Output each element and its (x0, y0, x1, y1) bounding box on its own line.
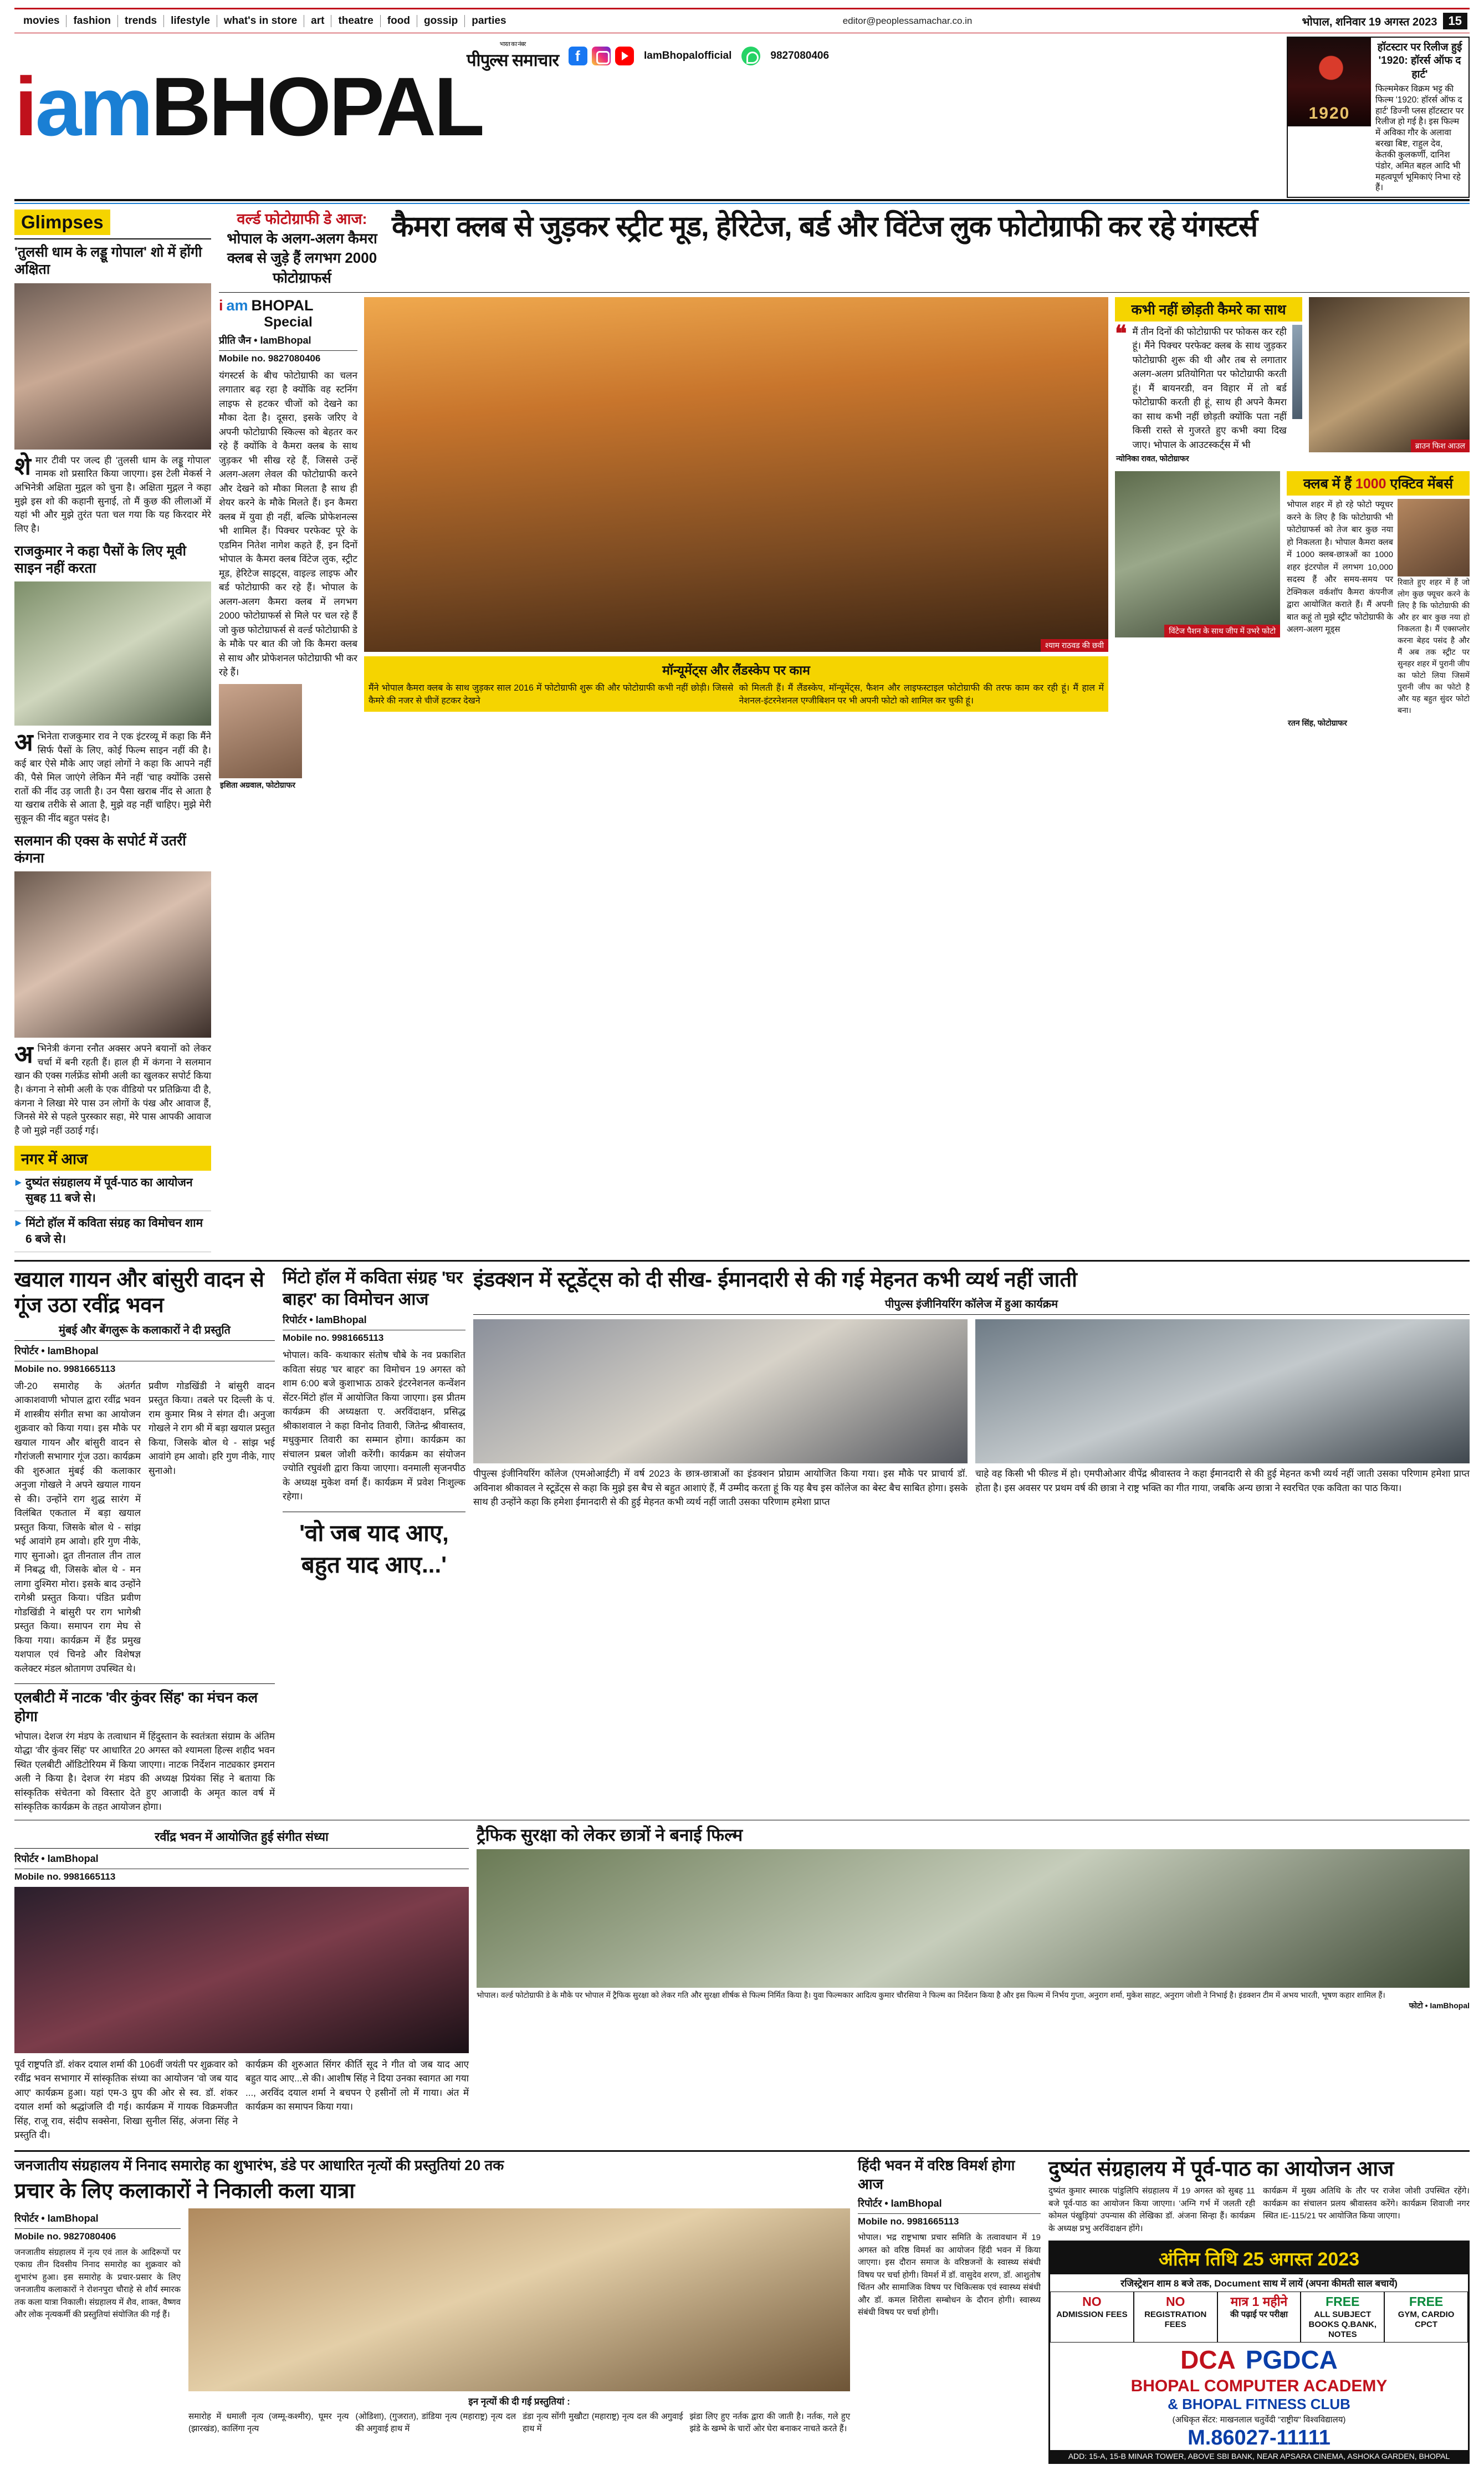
temple-photo-caption: श्याम राठवड की छवी (1041, 639, 1108, 652)
story-induction (473, 1267, 1470, 1814)
story-sangeet-headline: 'वो जब याद आए, बहुत याद आए...' (299, 1519, 449, 1578)
badge-bhopal: BHOPAL (251, 297, 314, 314)
induction-photo-2 (975, 1319, 1470, 1463)
bottom-col1: जनजातीय संग्रहालय में नृत्य एवं ताल के आदिरूपों पर एकाग्र तीन दिवसीय निनाद समारोह का शुक्रवार को शुभारंभ हुआ। इस समारोह के प्रचार-प्रसार के लिए जनजातीय कलाकारों ने रोशनपुरा चौराहे से शौर्य स्मारक तक कला यात्रा निकाली। संग्रहालय में शैव, शाक्त, वैष्णव और लोक नृत्यकर्मी की प्रस्तुतियां संयोजित की गई हैं। (14, 2247, 181, 2320)
story-minto-headline: मिंटो हॉल में कविता संग्रह 'घर बाहर' का विमोचन आज (283, 1267, 463, 1309)
badge-am: am (226, 297, 248, 314)
dushyant-col1: दुष्यंत कुमार स्मारक पांडुलिपि संग्रहालय में 19 अगस्त को सुबह 11 बजे पूर्व-पाठ का आयोजन किया जाएगा। 'अग्नि गर्भ में जलती रही कोमल पंखुड़ियां' उपन्यास की लेखिका डॉ. अंजना सिन्हा हैं। कार्यक्रम के अध्यक्ष प्रभु अरविंदाक्षन होंगे। (1048, 2186, 1255, 2233)
main-grid (14, 204, 1470, 1252)
nagar-item-1 (14, 1171, 211, 1212)
story-induction-col1: पीपुल्स इंजीनियरिंग कॉलेज (एमओआईटी) में वर्ष 2023 के छात्र-छात्राओं का इंडक्शन प्रोग्राम आयोजित किया गया। इस मौके पर प्राचार्य डॉ. अविनाश श्रीकावल ने स्टूडेंट्स से कहा कि मुझे इस बैच से बहुत आशाएं हैं, मैं उम्मीद करता हूं कि यह बैच इस कॉलेज का बेस्ट बैच साबित होगा। इसके साथ ही उन्होंने कहा कि हमेशा ईमानदारी से की हुई मेहनत कभी व्यर्थ नहीं जाती उसका परिणाम हमेशा प्राप्त (473, 1468, 968, 1508)
facebook-icon[interactable] (569, 47, 587, 65)
story-khayal-col2: प्रवीण गोडखिंडी ने बांसुरी वादन प्रस्तुत किया। तबले पर दिल्ली के पं. राम कुमार मिश्र ने संगत दी। अनुजा गोखले ने राग श्री में बड़ा खयाल प्रस्तुत किया, जिसके बोल थे - सांझ भई आवांगे हम आवो। हरि गुण नीके, गाए सुनाओ। (149, 1380, 275, 1476)
club-text-2: रिवाते हुए शहर में हैं जो लोग कुछ फ्यूचर करने के लिए है कि फोटोग्राफी की और हर बार कुछ नया हो निकलता है। मैं एक्सप्लोर करना बेहद पसंद है और मैं अब तक स्ट्रीट पर सुनहर शहर में पुरानी जीप का फोटो लिया जिसमें पुरानी जीप का फोटो है और यह बहुत सुंदर फोटो बना। (1398, 578, 1470, 715)
masthead-phone: 9827080406 (770, 49, 830, 62)
story-lbt-headline: एलबीटी में नाटक 'वीर कुंवर सिंह' का मंचन कल होगा (14, 1689, 258, 1724)
divider (14, 238, 211, 239)
ad-benefit-5-big: FREE (1409, 2294, 1444, 2309)
story-hindi-bhavan (858, 2156, 1041, 2464)
promo-body: फिल्ममेकर विक्रम भट्ट की फिल्म '1920: हॉरर्स ऑफ द हार्ट' डिज्नी प्लस हॉटस्टार पर रिलीज हो गई है। इस फिल्म में अविका गौर के अलावा बरखा बिष्ट, राहुल देव, केतकी कुलकर्णी, दानिश पंडोर, अमित बहल आदि भी महत्वपूर्ण भूमिकाएं निभा रहे हैं। (1375, 84, 1464, 193)
nagar-item-text-1: दुष्यंत संग्रहालय में पूर्व-पाठ का आयोजन सुबह 11 बजे से। (25, 1176, 193, 1205)
middle-section (14, 1267, 1470, 1814)
sangeet-row (14, 1825, 1470, 2142)
bottom-headline: प्रचार के लिए कलाकारों ने निकाली कला यात्रा (14, 2179, 355, 2203)
advertisement[interactable] (1048, 2241, 1470, 2464)
special-label: Special (264, 314, 313, 330)
hindi-bhavan-mobile: Mobile no. 9981665113 (858, 2216, 959, 2227)
ad-benefit-4-small: ALL SUBJECT BOOKS Q.BANK, NOTES (1308, 2309, 1377, 2339)
story-sangeet-col2: कार्यक्रम की शुरुआत सिंगर कीर्ति सूद ने गीत वो जब याद आए बहुत याद आए...से की। आशीष सिंह ने दिया उनका स्वागत आ गया ..., अरविंद दयाल शर्मा ने बचपन ऐ हसीनों लो में गाया। अंत में कार्यक्रम का समापन किया गया। (245, 2059, 469, 2112)
ad-benefit-3-big: मात्र 1 महीने (1230, 2294, 1288, 2309)
story-minto-mobile: Mobile no. 9981665113 (283, 1333, 384, 1344)
monuments-box-heading: मॉन्यूमेंट्स और लैंडस्केप पर काम (662, 662, 810, 677)
nav-whats-in-store[interactable]: what's in store (217, 15, 304, 27)
whatsapp-icon[interactable] (741, 47, 760, 65)
glimpse-text-2: भिनेता राजकुमार राव ने एक इंटरव्यू में कहा कि मैंने सिर्फ पैसों के लिए, कोई फिल्म साइन नहीं की है। कई बार ऐसे मौके आए जहां लोगों ने कहा कि आपने नहीं की, पैसे मिल जाएंगे लेकिन मैंने नहीं 'चाह क्योंकि उससे रातों की नींद उड़ जाती है। उन पैसा खराब नींद से आता है या खराब तरीके से आता है, मुझे वह नहीं चाहिए। मुझे मेरी सुकून की नींद बहुत पसंद है। (14, 731, 211, 824)
divider (219, 292, 1470, 293)
title-am: am (35, 60, 151, 153)
hindi-bhavan-headline: हिंदी भवन में वरिष्ठ विमर्श होगा आज (858, 2156, 1015, 2192)
special-badge (219, 297, 357, 314)
lead-story-header (219, 210, 1470, 287)
masthead-rule (14, 199, 1470, 201)
photographer-portrait-1 (219, 684, 302, 778)
promo-box (1287, 37, 1470, 198)
dropcap-3: अ (14, 1041, 33, 1069)
ad-benefit-4-big: FREE (1326, 2294, 1360, 2309)
ad-benefit-5-small: GYM, CARDIO CPCT (1398, 2309, 1455, 2329)
glimpse-photo-3 (14, 871, 211, 1038)
photographer-portrait-2 (1292, 325, 1302, 419)
dushyant-headline: दुष्यंत संग्रहालय में पूर्व-पाठ का आयोजन आज (1048, 2157, 1394, 2181)
youtube-icon[interactable] (615, 47, 634, 65)
glimpse-text-1: मार टीवी पर जल्द ही 'तुलसी धाम के लड्डू गोपाल' नामक शो प्रसारित किया जाएगा। इस टेली मेकर्स ने अभिनेत्री अक्षिता मुद्गल को चुना है। अक्षिता मुद्गल ने कहा मुझे इस शो की कहानी सुनाई, तो मैं कुछ की लीलाओं में यहां भी और मुझे तुरंत पता चल गया कि यह किरदार मेरे लिए है। (14, 455, 211, 534)
ad-benefit-3 (1217, 2292, 1301, 2343)
ad-courses (1050, 2343, 1468, 2377)
bottom-byline: रिपोर्टर • IamBhopal (14, 2208, 181, 2229)
club-heading-pre: क्लब में हैं (1303, 476, 1352, 492)
dateline: भोपाल, शनिवार 19 अगस्त 2023 (1302, 16, 1437, 28)
story-khayal-col1: जी-20 समारोह के अंतर्गत आकाशवाणी भोपाल द्वारा रवींद्र भवन में शास्त्रीय संगीत सभा का आयोजन शुक्रवार को किया गया। इस मौके पर खयाल गायन और बांसुरी वादन से गौरांजली सभागार गूंज उठा। कार्यक्रम की शुरुआत मुंबई की कलाकार अनुजा गोखले ने अपने खयाल गायन से की। उन्होंने राग शुद्ध सारंग में विलंबित एकताल में बड़ा खयाल प्रस्तुत किया, जिसके बोल थे - सांझ भई आवांगे हम आवो। हरि गुण नीके, गाए सुनाओ। द्रुत तीनताल तीन ताल में निबद्ध थी, जिसके बोल थे - मन लागा दुश्मिरा मोरा। इसके बाद उन्होंने रागेश्री प्रस्तुत किया। पंडित प्रवीण गोडखिंडी ने बांसुरी पर राग भागेश्री प्रस्तुत किया। समापन राग मेघ से किया गया। कार्यक्रम में हैंड प्रमुख यशपाल एवं चिनडे और विशेषज्ञ कलेक्टर मंडल श्रोतागण उपस्थित थे। (14, 1380, 141, 1674)
nav-theatre[interactable]: theatre (331, 15, 380, 27)
story-traffic-body: भोपाल। वर्ल्ड फोटोग्राफी डे के मौके पर भोपाल में ट्रैफिक सुरक्षा को लेकर गति और सुरक्षा शीर्षक से फिल्म निर्मित किया है। युवा फिल्मकार आदित्य कुमार चौरसिया ने फिल्म का निर्देशन किया है और इस फिल्म में निर्भय गुप्ता, अनुराग शर्मा, मुकेश साहट, अनुराग जोशी ने निभाई है। इंडक्शन टीम में अभय भारती, भूषण कहार शामिल हैं। (477, 1991, 1385, 2000)
top-strip (14, 8, 1470, 33)
ad-course-dca: DCA (1180, 2345, 1236, 2374)
story-sangeet (14, 1825, 469, 2142)
owl-photo (1309, 297, 1470, 452)
title-bhopal: BHOPAL (151, 60, 483, 153)
bullet-icon: ▸ (16, 1217, 22, 1229)
ad-benefit-4 (1301, 2292, 1384, 2343)
ad-phone[interactable]: M.86027-11111 (1188, 2426, 1331, 2450)
lead-kicker-black: भोपाल के अलग-अलग कैमरा क्लब से जुड़े हैं लगभग 2000 फोटोग्राफर्स (227, 230, 377, 286)
traffic-film-photo (477, 1849, 1470, 1988)
promo-title: हॉटस्टार पर रिलीज हुई '1920: हॉरर्स ऑफ द हार्ट' (1377, 42, 1462, 80)
quote-text: मैं तीन दिनों की फोटोग्राफी पर फोकस कर रही हूं। मैंने पिक्चर परफेक्ट क्लब के साथ जुड़कर फोटोग्राफी शुरू की थी और तब से लगातार अलग-अलग प्रतियोगिता पर फोटोग्राफी करती हूं। मैं बायनरडी, वन विहार में तो बर्ड फोटोग्राफी करती ही हूं, साथ ही अपने कैमरा का साथ कभी नहीं छोड़ती क्योंकि पता नहीं किसी रास्ते से गुजरते हुए कभी क्या दिख जाए। भोपाल के आउटस्कर्ट्स में भी (1132, 326, 1287, 450)
story-minto (283, 1267, 465, 1814)
glimpse-title-2: राजकुमार ने कहा पैसों के लिए मूवी साइन नहीं करता (14, 543, 186, 576)
story-induction-col2: चाहे वह किसी भी फील्ड में हो। एमपीओआर वीपेंद्र श्रीवास्तव ने कहा ईमानदारी से की हुई मेहनत कभी व्यर्थ नहीं जाती उसका परिणाम हमेशा प्राप्त होता है। इस अवसर पर प्रथम वर्ष की छात्रा ने राष्ट्र भक्ति का गीत गाया, जबकि अन्य छात्रा ने स्वरचित एक कविता का पाठ किया। (975, 1468, 1470, 1493)
story-lbt-body: भोपाल। देशज रंग मंडप के तत्वाधान में हिंदुस्तान के स्वतंत्रता संग्राम के अंतिम योद्धा 'वीर कुंवर सिंह' पर आधारित 20 अगस्त को श्यामला हिल्स शहीद भवन स्थित एलबीटी ऑडिटोरियम में किया जाएगा। नाटक निर्देशन नाट्यकार इमरान अली ने किया है। देशज रंग मंडप की अध्यक्ष प्रियंका सिंह ने बताया कि सांस्कृतिक संचेतना को विस्तार देते हुए आजादी के अमृत काल वर्ष में सांस्कृतिक कार्यक्रम के तहत आयोजन होगा। (14, 1731, 275, 1813)
monuments-box-text-1: मैंने भोपाल कैमरा क्लब के साथ जुड़कर साल 2016 में फोटोग्राफी शुरू की और फोटोग्राफी कभी नहीं छोड़ी। जिससे कैमरे की नजर से चीजें हटकर देखने (369, 683, 734, 706)
lead-headline: कैमरा क्लब से जुड़कर स्ट्रीट मूड, हेरिटेज, बर्ड और विंटेज लुक फोटोग्राफी कर रहे यंगस्टर्स (392, 211, 1258, 243)
glimpse-text-3: भिनेत्री कंगना रनौत अक्सर अपने बयानों को लेकर चर्चा में बनी रहती हैं। हाल ही में कंगना ने सलमान खान की एक्स गर्लफ्रेंड सोमी अली का खुलकर सपोर्ट किया है। कंगना ने सोमी अली के एक वीडियो पर प्रतिक्रिया दी है, कंगना ने लिखा मेरे पास उन लोगों के पंख और आवाज हैं, जिनसे मेरे से पहले पुरस्कार सहा, मेरे पास आपकी आवाज है जो मुझे नहीं उठाई गई। (14, 1043, 211, 1136)
story-khayal-byline: रिपोर्टर • IamBhopal (14, 1341, 275, 1361)
story-khayal-subhead: मुंबई और बेंगलुरू के कलाकारों ने दी प्रस्तुति (14, 1319, 275, 1341)
social-icons[interactable] (569, 47, 634, 65)
nav-fashion[interactable]: fashion (66, 15, 118, 27)
quote-mark-icon: ❝ (1115, 321, 1127, 346)
ad-course-pgdca: PGDCA (1245, 2345, 1338, 2374)
nav-gossip[interactable]: gossip (417, 15, 465, 27)
section-divider (14, 2150, 1470, 2152)
section-divider (14, 1260, 1470, 1262)
ad-institute-name-2: & BHOPAL FITNESS CLUB (1168, 2395, 1350, 2412)
dropcap-2: अ (14, 729, 33, 757)
ad-benefit-1-small: ADMISSION FEES (1056, 2309, 1128, 2319)
nav-lifestyle[interactable]: lifestyle (164, 15, 217, 27)
monuments-box-text-2: को मिलती हैं। मैं लैंडस्केप, मॉन्यूमेंट्स, फैशन और लाइफस्टाइल फोटोग्राफी की तरफ काम कर रही हूं। मैं हाल में नेशनल-इंटरनेशनल एग्जीबिशन पर भी अपनी फोटो को शामिल कर चुकी हूं। (739, 683, 1104, 706)
dance-col-4: झंडा लिए हुए नर्तक द्वारा की जाती है। नर्तक, गले हुए झंडे के खम्भे के चारों ओर घेरा बनाकर नाचते करते हैं। (689, 2411, 850, 2433)
lead-col-right (1115, 297, 1470, 792)
monuments-box (364, 656, 1108, 712)
story-sangeet-byline: रिपोर्टर • IamBhopal (14, 1849, 469, 1869)
glimpse-title-1: 'तुलसी धाम के लड्डू गोपाल' शो में होंगी अक्षिता (14, 244, 202, 278)
ad-benefit-3-small: की पढ़ाई पर परीक्षा (1230, 2309, 1288, 2319)
ad-benefit-1 (1050, 2292, 1134, 2343)
ad-benefit-5 (1384, 2292, 1468, 2343)
dropcap-1: शे (14, 452, 31, 480)
lead-col-center (364, 297, 1108, 792)
glimpse-title-3: सलमान की एक्स के सपोर्ट में उतरीं कंगना (14, 833, 186, 866)
club-heading-number: 1000 (1355, 476, 1386, 492)
lead-col1-text: यंगस्टर्स के बीच फोटोग्राफी का चलन लगातार बढ़ रहा है क्योंकि वह स्टनिंग लाइफ से हटकर चीजों को देखने का मौका देता है। दूसरा, इसके जरिए वे अपनी फोटोग्राफी स्किल्स को बेहतर कर रहे हैं क्योंकि वे कैमरा क्लब के साथ जुड़कर भी सीख रहे हैं, जिससे उन्हें अलग-अलग लेवल की फोटोग्राफी करने और देखने को मौका मिलता है साथ ही शेयर करने के मौके मिलते हैं। इन कैमरा क्लब में युवा ही नहीं, बल्कि प्रोफेशनल्स भी शामिल हैं। पिक्चर परफेक्ट पूरे के एडमिन नितेश नागेश कहते हैं, इन दिनों भोपाल के कैमरा क्लब विंटेज लुक, स्ट्रीट मूड, हेरिटेज साइट्स, वाइल्ड लाइफ और बर्ड फोटोग्राफी कर रहे हैं। भोपाल के अलग-अलग कैमरा क्लब में लगभग 2000 फोटोग्राफर्स से मिले पर चल रहे हैं जो कुछ फोटोग्राफर्स से वर्ल्ड फोटोग्राफी डे के मौके पर बात की जो कि कैमरा क्लब से साथ और प्रोफेशनल फोटोग्राफी भी कर रहे हैं। (219, 370, 357, 678)
nav-movies[interactable]: movies (17, 15, 66, 27)
page-number: 15 (1443, 13, 1467, 29)
glimpse-body-1 (14, 454, 211, 536)
nav-food[interactable]: food (381, 15, 417, 27)
story-kala-yatra (14, 2156, 850, 2464)
ad-benefit-2-small: REGISTRATION FEES (1144, 2309, 1207, 2329)
photographer-portrait-3 (1398, 499, 1470, 576)
dance-procession-photo (188, 2208, 850, 2391)
club-text-1: भोपाल शहर में हो रहे फोटो फ्यूचर करने के लिए है कि फोटोग्राफी भी फोटोग्राफर्स को तेज बार कुछ नया हो निकलता है। भोपाल कैमरा क्लब में 1000 क्लब-छात्रओं का 1000 शहर इंटरपोल में लगभग 10,000 सदस्य हैं और समय-समय पर टेक्निकल वर्कशॉप कैमरा कंपनीज द्वारा आयोजित कराते हैं। मैं अपनी बात कहूं तो मुझे स्ट्रीट फोटोग्राफी के अलग-अलग मूड्स (1287, 500, 1393, 635)
story-khayal-mobile: Mobile no. 9981665113 (14, 1363, 116, 1374)
bullet-icon: ▸ (16, 1176, 22, 1188)
nav-art[interactable]: art (304, 15, 331, 27)
story-traffic (477, 1825, 1470, 2142)
bottom-section (14, 2156, 1470, 2464)
glimpses-heading: Glimpses (14, 210, 110, 235)
lead-col-left (219, 297, 357, 792)
top-nav[interactable] (17, 15, 513, 27)
ad-benefit-1-big: NO (1082, 2294, 1102, 2309)
editor-email: editor@peoplessamachar.co.in (842, 16, 973, 26)
photographer-credit-1: इशिता अग्रवाल, फोटोग्राफर (220, 780, 295, 789)
instagram-icon[interactable] (592, 47, 611, 65)
hindi-bhavan-byline: रिपोर्टर • IamBhopal (858, 2193, 1041, 2214)
glimpse-photo-2 (14, 581, 211, 726)
ad-benefit-2 (1134, 2292, 1217, 2343)
nav-trends[interactable]: trends (118, 15, 164, 27)
dushyant-col2: कार्यक्रम में मुख्य अतिथि के तौर पर राजेश जोशी उपस्थित रहेंगे। कार्यक्रम का संचालन प्रलय श्रीवास्तव करेंगे। कार्यक्रम शिवाजी नगर स्थित IE-115/21 पर आयोजित किया जाएगा। (1263, 2186, 1470, 2221)
story-khayal (14, 1267, 275, 1814)
ad-address: ADD: 15-A, 15-B MINAR TOWER, ABOVE SBI BANK, NEAR APSARA CINEMA, ASHOKA GARDEN, BHOPAL (1050, 2450, 1468, 2462)
quote-heading: कभी नहीं छोड़ती कैमरे का साथ (1115, 297, 1302, 322)
nagar-item-2 (14, 1211, 211, 1252)
induction-photo-1 (473, 1319, 968, 1463)
dance-col-3: डंडा नृत्य सोंगी मुखौटा (महाराष्ट्र) नृत्य दल की अगुवाई हाथ में (523, 2411, 683, 2433)
nagar-item-text-2: मिंटो हॉल में कविता संग्रह का विमोचन शाम 6 बजे से। (25, 1217, 203, 1246)
bottom-mobile: Mobile no. 9827080406 (14, 2231, 116, 2242)
bottom-kicker: जनजातीय संग्रहालय में निनाद समारोह का शुभारंभ, डंडे पर आधारित नृत्यों की प्रस्तुतियां 20 तक (14, 2156, 504, 2173)
dance-list (188, 2411, 850, 2435)
hindi-bhavan-body: भोपाल। भद्र राष्ट्रभाषा प्रचार समिति के तत्वावधान में 19 अगस्त को वरिष्ठ विमर्श का आयोजन हिंदी भवन में किया जाएगा। इस दौरान समाज के वरिष्ठजनों के स्वास्थ्य संबंधी विषय पर चर्चा होगी। विमर्श में डॉ. वासुदेव शरण, डॉ. आशुतोष चिंतन और सामाजिक विषय पर चिकित्सक एवं स्वास्थ्य संबंधी और डॉ. कमल शिरीला सम्बोधन के दौरान होगी। स्वास्थ्य संबंधी विषय पर चर्चा होगी। (858, 2233, 1041, 2318)
glimpse-body-2 (14, 730, 211, 825)
sangeet-stage-photo (14, 1887, 469, 2053)
ad-benefit-2-big: NO (1165, 2294, 1185, 2309)
nav-parties[interactable]: parties (472, 15, 506, 27)
story-sangeet-subhead: रवींद्र भवन में आयोजित हुई संगीत संध्या (14, 1825, 469, 1849)
temple-photo (364, 297, 1108, 652)
club-heading-post: एक्टिव मेंबर्स (1390, 476, 1453, 492)
glimpse-body-3 (14, 1042, 211, 1137)
story-khayal-headline: खयाल गायन और बांसुरी वादन से गूंज उठा रवींद्र भवन (14, 1268, 264, 1318)
ad-benefit-row (1050, 2292, 1468, 2343)
club-heading (1287, 471, 1470, 496)
owl-photo-caption: ब्राउन फिश आउल (1411, 440, 1470, 452)
nagar-heading: नगर में आज (14, 1146, 211, 1171)
ad-institute-name: BHOPAL COMPUTER ACADEMY (1130, 2376, 1388, 2395)
lead-mobile: Mobile no. 9827080406 (219, 353, 321, 364)
title-i: i (14, 60, 35, 153)
story-induction-headline: इंडक्शन में स्टूडेंट्स को दी सीख- ईमानदारी से की गई मेहनत कभी व्यर्थ नहीं जाती (473, 1268, 1077, 1292)
story-minto-body: भोपाल। कवि- कथाकार संतोष चौबे के नव प्रकाशित कविता संग्रह 'घर बाहर' का विमोचन 19 अगस्त को शाम 6:00 बजे कुशाभाऊ ठाकरे इंटरनेशनल कन्वेंशन सेंटर-मिंटो हॉल में आयोजित किया जाएगा। इस प्रीतम कार्यक्रम की अध्यक्षता ए. अरविंदाक्षन, प्रसिद्ध श्रीकाशवाल ने कहा विनोद तिवारी, जितेन्द्र श्रीवास्तव, मधुकुमार तिवारी का सम्मान होगा। कार्यक्रम का संचालन प्रबल जोशी करेंगी। कार्यक्रम का संयोजन ज्योति रघुवंशी द्वारा किया जाएगा। वनमाली सृजनपीठ के अध्यक्ष मुकेश वर्मा हैं। कार्यक्रम में प्रवेश निःशुल्क रहेगा। (283, 1350, 465, 1502)
dateline-group (1302, 13, 1467, 29)
social-handle: IamBhopalofficial (644, 49, 732, 62)
ad-deadline: अंतिम तिथि 25 अगस्त 2023 (1050, 2242, 1468, 2274)
main-column (219, 210, 1470, 1252)
bottom-subcap: इन नृत्यों की दी गई प्रस्तुतियां : (468, 2396, 570, 2407)
quote-block (1115, 321, 1302, 452)
glimpse-photo-1 (14, 283, 211, 450)
jeep-photo (1115, 471, 1280, 637)
dance-col-2: (ओडिशा), (गुजरात), डांडिया नृत्य (महाराष्ट्र) नृत्य दल की अगुवाई हाथ में (355, 2411, 516, 2433)
badge-i: i (219, 297, 223, 314)
story-sangeet-mobile: Mobile no. 9981665113 (14, 1871, 116, 1882)
divider (14, 1683, 275, 1684)
photographer-credit-2: न्योनिका रावत, फोटोग्राफर (1116, 454, 1189, 463)
ad-subtext: रजिस्ट्रेशन शाम 8 बजे तक, Document साथ में लायें (अपना कीमती साल बचायें) (1120, 2278, 1398, 2289)
story-minto-byline: रिपोर्टर • IamBhopal (283, 1310, 465, 1330)
masthead (14, 33, 1470, 198)
story-traffic-credit: फोटो • IamBhopal (1409, 2001, 1470, 2010)
lead-columns (219, 297, 1470, 792)
glimpses-column (14, 210, 211, 1252)
story-traffic-headline: ट्रैफिक सुरक्षा को लेकर छात्रों ने बनाई फिल्म (477, 1825, 743, 1845)
lead-kicker (219, 210, 385, 287)
dance-col-1: समारोह में धमाली नृत्य (जम्मू-कश्मीर), घूमर नृत्य (झारखंड), कालिंगा नृत्य (188, 2411, 349, 2433)
story-dushyant-and-ad (1048, 2156, 1470, 2464)
hindi-logo-small: भारत का नंबर (499, 41, 526, 48)
story-induction-subhead: पीपुल्स इंजीनियरिंग कॉलेज में हुआ कार्यक्रम (473, 1293, 1470, 1315)
photographer-credit-3: रतन सिंह, फोटोग्राफर (1288, 718, 1347, 728)
story-sangeet-col1: पूर्व राष्ट्रपति डॉ. शंकर दयाल शर्मा की 106वीं जयंती पर शुक्रवार को रवींद्र भवन सभागार में सांस्कृतिक संध्या का आयोजन 'वो जब याद आए' कार्यक्रम हुआ। यहां एम-3 ग्रुप की ओर से स्व. डॉ. शंकर दयाल शर्मा को श्रद्धांजलि दी गई। कार्यक्रम में गायक विक्रमजीत सिंह, राजू राव, संदीप सक्सेना, शिखा सुनील सिंह, अंजना सिंह ने प्रस्तुति दी। (14, 2059, 238, 2141)
lead-byline: प्रीति जैन • IamBhopal (219, 330, 357, 351)
lead-kicker-red: वर्ल्ड फोटोग्राफी डे आज: (237, 211, 367, 228)
hindi-logo-text: पीपुल्स समाचार (466, 50, 559, 70)
jeep-photo-caption: विंटेज पैशन के साथ जीप में उभरे फोटो (1164, 625, 1280, 637)
ad-note: (अधिकृत सेंटर: माखनलाल चतुर्वेदी "राष्ट्रीय" विश्वविद्यालय) (1172, 2415, 1346, 2425)
movie-poster-image (1288, 38, 1371, 126)
